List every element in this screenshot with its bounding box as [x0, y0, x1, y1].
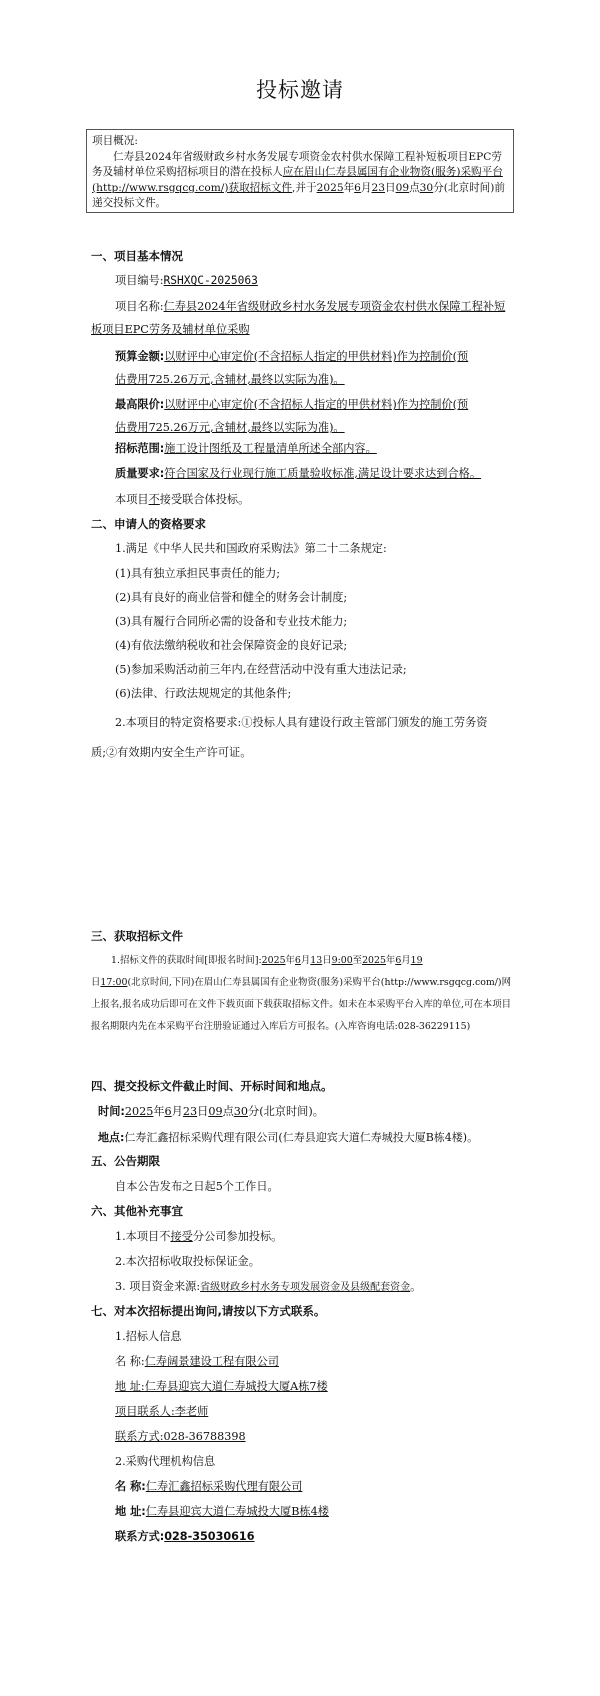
obtain-end-month: 6: [395, 955, 402, 966]
obtain-end-day: 19: [410, 955, 423, 966]
obtain-start-year: 2025: [261, 955, 286, 966]
deadline-time-label: 时间:: [98, 1105, 125, 1118]
max-price: [115, 393, 475, 439]
obtain-end-year-unit: 年: [385, 955, 396, 966]
project-name-value: 仁寿县2024年省级财政乡村水务发展专项资金农村供水保障工程补短板项目EPC劳务及辅材单位采购: [91, 300, 506, 336]
overview-label: 项目概况:: [92, 135, 138, 147]
obtain-end-year: 2025: [362, 955, 386, 966]
deadline-day: 23: [182, 1105, 198, 1118]
obtain-start-year-unit: 年: [285, 955, 295, 966]
section-1-heading: 一、项目基本情况: [91, 249, 183, 263]
obtain-end-day-unit: 日: [91, 977, 101, 988]
overview-text-b: 应在眉山仁寿县属国有企业物资(服务)采购平台(http://www.rsgqcg.com/)获取招标文件: [92, 166, 503, 194]
project-code-label: 项目编号:: [115, 274, 164, 287]
obtain-to: 至: [352, 955, 363, 966]
section-6-heading: 六、其他补充事宜: [91, 1204, 183, 1218]
quality-label: 质量要求:: [115, 467, 165, 480]
qualification-item: (5)参加采购活动前三年内,在经营活动中没有重大违法记录;: [115, 663, 407, 676]
agency-phone-label: 联系方式:: [115, 1530, 165, 1543]
bid-bond-note: 2.本次招标收取投标保证金。: [115, 1255, 260, 1268]
deadline-day-unit: 日: [197, 1105, 209, 1118]
bid-location: [98, 1129, 478, 1145]
fund-source-value: 省级财政乡村水务专项发展资金及县级配套资金: [200, 1282, 411, 1293]
quality-value: 符合国家及行业现行施工质量验收标准,满足设计要求达到合格。: [164, 467, 482, 480]
project-code: [115, 272, 258, 288]
qualification-item: (2)具有良好的商业信誉和健全的财务会计制度;: [115, 591, 348, 604]
obtain-documents-text: [91, 950, 511, 1038]
tenderer-name: [115, 1353, 279, 1369]
section-4-heading: 四、提交投标文件截止时间、开标时间和地点。: [91, 1079, 333, 1093]
bid-scope: [115, 440, 377, 456]
agency-name-label: 名 称:: [115, 1480, 146, 1493]
qualification-item: (6)法律、行政法规规定的其他条件;: [115, 687, 292, 700]
agency-phone: [115, 1528, 255, 1544]
qualification-p1: 1.满足《中华人民共和国政府采购法》第二十二条规定:: [115, 542, 387, 555]
budget-amount: [115, 345, 475, 391]
obtain-start-month: 6: [294, 955, 301, 966]
agency-address-label: 地 址:: [115, 1505, 146, 1518]
branch-bid-text-a: 1.本项目不: [115, 1230, 171, 1243]
deadline-time: [98, 1103, 324, 1119]
deadline-year-unit: 年: [153, 1105, 165, 1118]
deadline-tail: 分(北京时间)。: [248, 1105, 324, 1118]
bid-location-value: 仁寿汇鑫招标采购代理有限公司(仁寿县迎宾大道仁寿城投大厦B栋4楼)。: [124, 1131, 479, 1144]
joint-bid-text-c: 接受联合体投标。: [159, 493, 250, 506]
branch-bid-text-c: 分公司参加投标。: [192, 1230, 283, 1243]
budget-value: 以财评中心审定价(不含招标人指定的甲供材料)作为控制价(预估费用725.26万元,含辅材,最终以实际为准)。: [115, 350, 469, 386]
overview-minute: 30: [419, 181, 434, 194]
obtain-time-label: 1.招标文件的获取时间[即报名时间]:: [111, 955, 262, 966]
bid-location-label: 地点:: [98, 1131, 125, 1144]
section-3-heading: 三、获取招标文件: [91, 929, 183, 943]
obtain-start-day: 13: [310, 955, 323, 966]
section-7-heading: 七、对本次招标提出询问,请按以下方式联系。: [91, 1304, 326, 1318]
joint-bid-note: [115, 491, 249, 507]
overview-text-d: 分(北京时间)前递交投标文件。: [92, 181, 505, 210]
budget-label: 预算金额:: [115, 350, 165, 363]
max-price-value: 以财评中心审定价(不含招标人指定的甲供材料)作为控制价(预估费用725.26万元,含辅材,最终以实际为准)。: [115, 398, 469, 434]
joint-bid-text-b: 不: [148, 493, 160, 506]
overview-month-unit: 月: [360, 181, 372, 194]
obtain-start-month-unit: 月: [300, 955, 311, 966]
overview-text-c: ,并于: [292, 181, 317, 194]
overview-day-unit: 日: [385, 181, 396, 194]
section-2-heading: 二、申请人的资格要求: [91, 517, 206, 531]
obtain-details: (北京时间,下同)在眉山仁寿县属国有企业物资(服务)采购平台(http://www.rsgqcg.com/)网上报名,报名成功后即可在文件下载页面下载获取招标文件。如未在本采购平台入库的单位,可在本项目报名期限内先在本采购平台注册验证通过入库后方可报名。(入库咨询电话:028-36229115): [91, 977, 511, 1032]
tenderer-name-label: 名 称:: [115, 1355, 145, 1368]
overview-hour: 09: [395, 181, 410, 194]
project-overview-box: [86, 129, 514, 213]
agency-address: [115, 1503, 329, 1519]
overview-day: 23: [371, 181, 385, 194]
notice-period: 自本公告发布之日起5个工作日。: [115, 1180, 279, 1193]
overview-year: 2025: [316, 181, 344, 194]
agency-name-value: 仁寿汇鑫招标采购代理有限公司: [145, 1480, 303, 1493]
agency-phone-value: 028-35030616: [164, 1530, 255, 1543]
deadline-minute: 30: [233, 1105, 249, 1118]
project-name: [91, 295, 511, 341]
qualification-p2: 2.本项目的特定资格要求:①投标人具有建设行政主管部门颁发的施工劳务资质;②有效期内安全生产许可证。: [91, 716, 488, 759]
obtain-start-day-unit: 日: [322, 955, 332, 966]
deadline-month: 6: [164, 1105, 172, 1118]
quality-requirement: [115, 465, 481, 481]
bid-scope-value: 施工设计图纸及工程量清单所述全部内容。: [164, 442, 377, 455]
tenderer-contact: 项目联系人:李老师: [115, 1405, 209, 1418]
project-code-value: RSHXQC-2025063: [163, 274, 258, 287]
section-5-heading: 五、公告期限: [91, 1154, 160, 1168]
tenderer-address: 地 址:仁寿县迎宾大道仁寿城投大厦A栋7楼: [115, 1380, 328, 1393]
agency-name: [115, 1478, 302, 1494]
qualification-item: (1)具有独立承担民事责任的能力;: [115, 567, 281, 580]
deadline-hour-unit: 点: [222, 1105, 234, 1118]
joint-bid-text-a: 本项目: [115, 493, 149, 506]
deadline-hour: 09: [208, 1105, 223, 1118]
overview-year-unit: 年: [343, 181, 355, 194]
agency-info-title: 2.采购代理机构信息: [115, 1455, 216, 1468]
overview-hour-unit: 点: [409, 181, 420, 194]
overview-month: 6: [354, 181, 361, 194]
branch-bid-note: [115, 1228, 282, 1244]
tenderer-phone: 联系方式:028-36788398: [115, 1430, 246, 1443]
agency-address-value: 仁寿县迎宾大道仁寿城投大厦B栋4楼: [145, 1505, 329, 1518]
fund-source-end: 。: [410, 1280, 422, 1293]
overview-text-a: 仁寿县2024年省级财政乡村水务发展专项资金农村供水保障工程补短板项目EPC劳务及辅材单位采购招标项目的潜在投标人: [92, 150, 502, 179]
max-price-label: 最高限价:: [115, 398, 165, 411]
deadline-year: 2025: [124, 1105, 154, 1118]
obtain-end-time: 17:00: [100, 977, 128, 988]
obtain-end-month-unit: 月: [401, 955, 411, 966]
fund-source: [115, 1278, 421, 1294]
tenderer-info-title: 1.招标人信息: [115, 1330, 182, 1343]
tenderer-name-value: 仁寿阔景建设工程有限公司: [144, 1355, 279, 1368]
obtain-start-time: 9:00: [331, 955, 353, 966]
fund-source-label: 3. 项目资金来源:: [115, 1280, 201, 1293]
page-title: 投标邀请: [256, 78, 344, 102]
deadline-month-unit: 月: [171, 1105, 183, 1118]
overview-text: [92, 150, 508, 212]
qualification-item: (3)具有履行合同所必需的设备和专业技术能力;: [115, 615, 348, 628]
qualification-item: (4)有依法缴纳税收和社会保障资金的良好记录;: [115, 639, 348, 652]
bid-scope-label: 招标范围:: [115, 442, 165, 455]
branch-bid-text-b: 接受: [170, 1230, 193, 1243]
project-name-label: 项目名称:: [115, 300, 164, 313]
